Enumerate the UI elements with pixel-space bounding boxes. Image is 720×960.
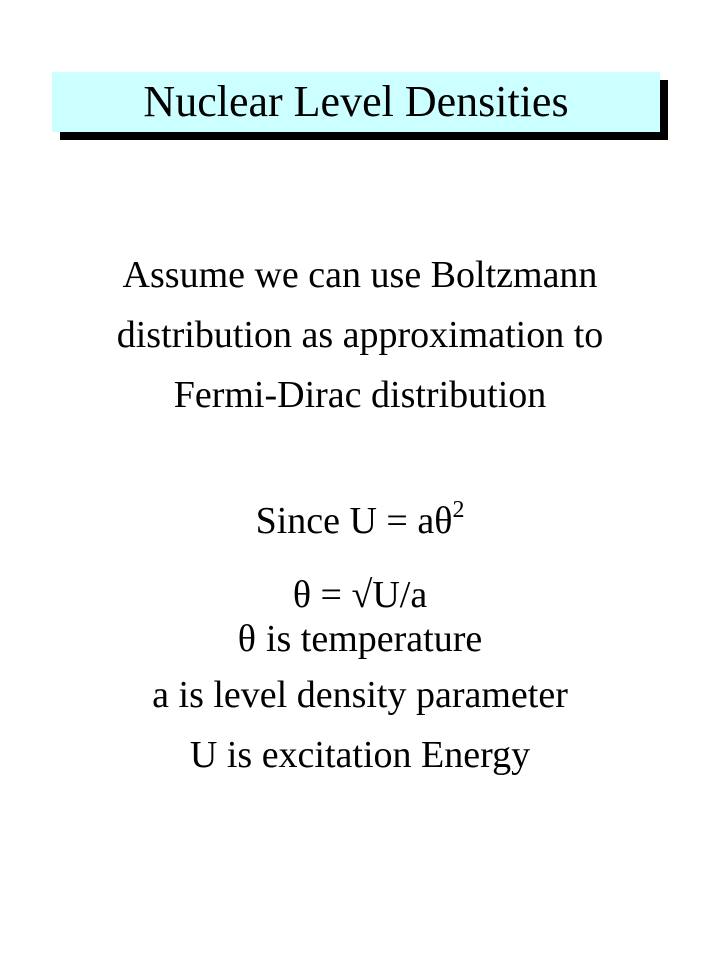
title-box [52, 72, 660, 132]
definition-theta-text: is temperature [265, 618, 483, 660]
intro-line-2: distribution as approximation to [116, 314, 604, 356]
equals-sign: = [311, 574, 352, 616]
theta-symbol: θ [237, 618, 256, 660]
square-root-symbol: √ [351, 574, 373, 616]
equation-energy-prefix: Since U = a [255, 500, 435, 542]
definition-a: a is level density parameter [152, 674, 568, 716]
theta-symbol: θ [434, 500, 453, 542]
intro-line-1: Assume we can use Boltzmann [122, 254, 598, 296]
intro-line-3: Fermi-Dirac distribution [173, 374, 547, 416]
definition-u: U is excitation Energy [189, 734, 531, 776]
equation-theta-rest: U/a [372, 574, 428, 616]
equation-theta [0, 576, 720, 614]
definition-theta [0, 620, 720, 658]
equation-energy [0, 497, 720, 542]
theta-symbol: θ [292, 574, 312, 616]
slide-title: Nuclear Level Densities [143, 77, 569, 126]
exponent: 2 [452, 497, 465, 523]
